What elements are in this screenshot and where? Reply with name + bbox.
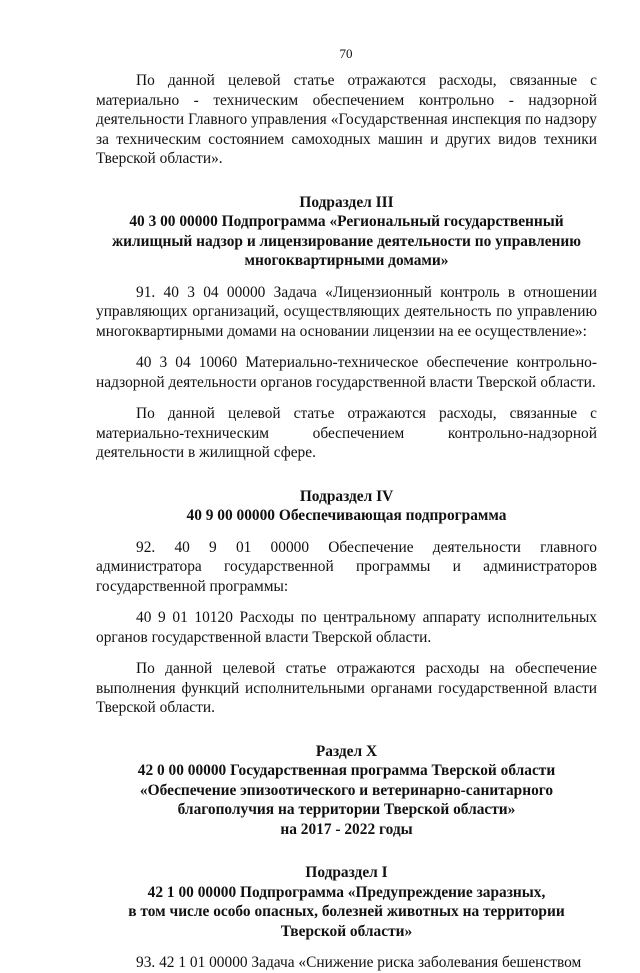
paragraph-8: 93. 42 1 01 00000 Задача «Снижение риска заболевания бешенством — [136, 954, 582, 971]
paragraph-6: 40 9 01 10120 Расходы по центральному аппарату исполнительных органов государственной власти Тверской области. — [96, 609, 597, 646]
section-x-heading — [96, 742, 597, 840]
paragraph-4: По данной целевой статье отражаются расходы, связанные с материально-техническим обеспечением контрольно-надзорной деятельности в жилищной сфере. — [96, 405, 597, 461]
subsection-i-line-1: 42 1 00 00000 Подпрограмма «Предупреждение заразных, — [147, 883, 546, 901]
subsection-iv-title: Подраздел IV — [299, 487, 394, 505]
subsection-i-heading — [96, 863, 597, 941]
paragraph-2: 91. 40 3 04 00000 Задача «Лицензионный контроль в отношении управляющих организаций, осуществляющих деятельность по управлению многоквартирными домами на основании лицензии на ее осуществление»: — [96, 283, 597, 340]
subsection-iii-line-2: жилищный надзор и лицензирование деятельности по управлению — [111, 232, 582, 250]
section-x-line-3: благополучия на территории Тверской области» — [177, 801, 516, 818]
subsection-iv-heading — [96, 487, 597, 526]
subsection-i-title: Подраздел I — [305, 864, 388, 881]
section-x-line-1: 42 0 00 00000 Государственная программа Тверской области — [137, 762, 556, 779]
subsection-iii-line-3: многоквартирными домами» — [244, 252, 449, 269]
subsection-iii-heading — [96, 193, 597, 271]
subsection-iii-line-1: 40 3 00 00000 Подпрограмма «Региональный государственный — [129, 213, 564, 230]
section-x-title: Раздел X — [315, 742, 378, 760]
subsection-iv-line-1: 40 9 00 00000 Обеспечивающая подпрограмма — [186, 507, 507, 524]
paragraph-3: 40 3 04 10060 Материально-техническое обеспечение контрольно-надзорной деятельности органов государственной власти Тверской области. — [96, 354, 597, 391]
section-x-line-4: на 2017 - 2022 годы — [280, 820, 413, 838]
section-x-line-2: «Обеспечение эпизоотического и ветеринарно-санитарного — [139, 781, 554, 799]
page-number: 70 — [339, 46, 353, 61]
paragraph-5: 92. 40 9 01 00000 Обеспечение деятельности главного администратора государственной программы и администраторов государственной программы: — [96, 538, 597, 595]
subsection-i-line-3: Тверской области» — [280, 922, 413, 940]
paragraph-1: По данной целевой статье отражаются расходы, связанные с материально - техническим обеспечением контрольно - надзорной деятельности Главного управления «Государственная инспекция по надзору за техническим состоянием самоходных машин и других видов техники Тверской области». — [96, 72, 597, 167]
paragraph-7: По данной целевой статье отражаются расходы на обеспечение выполнения функций исполнительными органами государственной власти Тверской области. — [96, 660, 597, 716]
subsection-iii-title: Подраздел III — [299, 193, 394, 211]
subsection-i-line-2: в том числе особо опасных, болезней животных на территории — [128, 903, 565, 920]
document-body — [96, 71, 597, 973]
